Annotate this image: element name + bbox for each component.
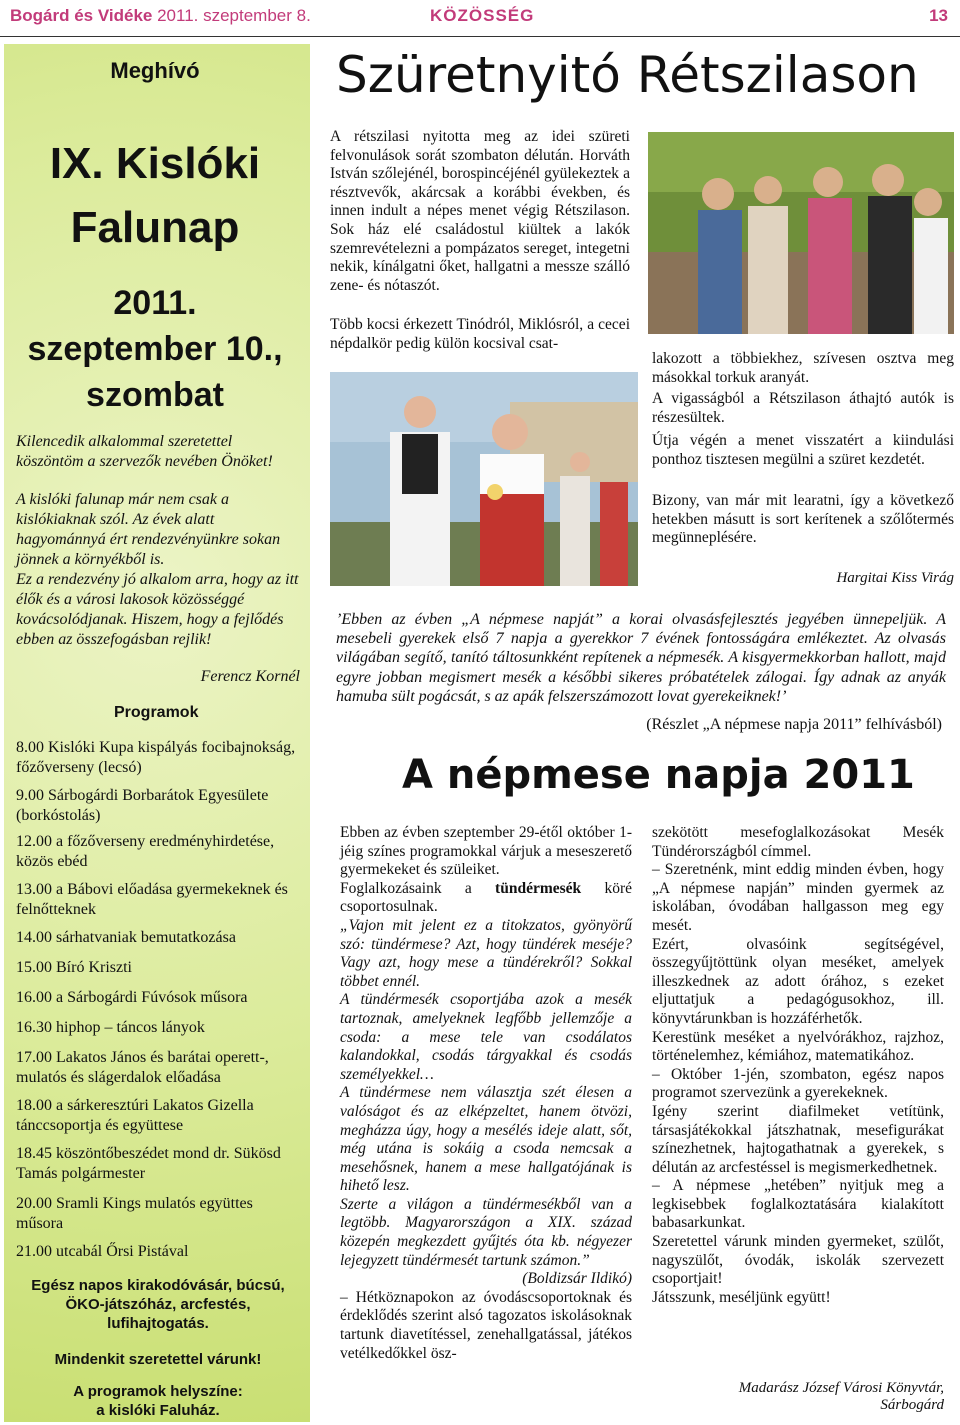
article2-c1-p7: – Hétköznapokon az óvodáscsoportoknak és érdeklődés szerint alsó tagozatos iskolásoknak tartunk diavetítéssel, zenehallgatással, játékos vetélkedőkkel ösz-: [340, 1288, 632, 1362]
event-date: [0, 280, 310, 418]
photo-families: [648, 132, 954, 334]
article1-column2-p2: A vigasságból a Rétszilason áthajtó autók is részesültek.: [652, 390, 954, 426]
article2-c2-p7: – A népmese „hetében” nyitjuk meg a legkisebbek foglalkoztatására kialakított babasarkunkat.: [652, 1177, 944, 1232]
invite-label: Meghívó: [110, 58, 200, 83]
article2-c2-p8: Szeretettel várunk minden gyermeket, szülőt, nagyszülőt, óvodák, iskolák szervezett csoportjait!: [652, 1233, 944, 1288]
article2-c2-p1: szekötött mesefoglalkozásokat Mesék Tündérországból címmel.: [652, 824, 944, 860]
article2-signature: [652, 1380, 944, 1414]
program-item: 8.00 Kislóki Kupa kispályás focibajnokság, főzőverseny (lecsó): [16, 739, 296, 776]
article2-c2-p6: Igény szerint diafilmeket vetítünk, társasjátékokkal játszhatnak, mesefigurákat színezhetnek, hajtogathatnak a gyerekek, s délután az arcfestéssel is megismerkedhetnek.: [652, 1102, 944, 1176]
photo-procession: [330, 372, 638, 586]
program-item: 14.00 sárhatvaniak bemutatkozása: [16, 929, 236, 946]
programs-title: Programok: [114, 704, 199, 721]
article2-c2-p3: Ezért, olvasóink segítségével, összegyűjtöttünk olyan meséket, amelyek illeszkednek az adott órához, s ezeket eljuttatjuk a pedagógusokhoz, ill. könyvtárunkban is hozzáférhetők.: [652, 935, 944, 1027]
article2-c1-signature: (Boldizsár Ildikó): [522, 1270, 632, 1288]
text-run: köré csoportosulnak.: [340, 879, 632, 916]
article1-author: Hargitai Kiss Virág: [836, 570, 954, 586]
venue-name: a kislóki Faluház.: [96, 1402, 220, 1419]
article2-column1: [340, 824, 632, 1363]
article2-column2: [652, 824, 944, 1307]
invite-paragraph-2: A kislóki falunap már nem csak a kislókiaknak szól. Az évek alatt hagyománnyá ért rendezvényünkre sokan jönnek a környékből is.: [16, 491, 281, 568]
masthead-title: Bogárd és Vidéke: [10, 6, 153, 25]
article2-c2-p4: Kerestünk meséket a nyelvórákhoz, rajzhoz, történelemhez, kémiához, matematikához.: [652, 1028, 944, 1065]
text-run: Foglalkozásaink a: [340, 879, 496, 897]
section-name: KÖZÖSSÉG: [430, 6, 535, 25]
program-item: 13.00 a Bábovi előadása gyermekeknek és felnőtteknek: [16, 881, 288, 918]
invite-paragraph-1: Kilencedik alkalommal szeretettel köszöntöm a szervezők nevében Önöket!: [16, 433, 273, 470]
event-date-line2: szeptember 10.,: [27, 330, 283, 368]
masthead: [10, 6, 311, 26]
event-date-line1: 2011.: [113, 284, 197, 322]
article2-c2-p2: – Szeretnénk, mint eddig minden évben, hogy „A népmese napján” minden gyermek az iskolában, óvodában hallgasson meg egy mesét.: [652, 861, 944, 934]
invite-author: Ferencz Kornél: [200, 668, 300, 685]
article2-c2-p5: – Október 1-jén, szombaton, egész napos programot szervezünk a gyerekeknek.: [652, 1065, 944, 1102]
article1-title: Szüretnyitó Rétszilason: [336, 46, 919, 104]
article1-column1-cont: Több kocsi érkezett Tinódról, Miklósról, a cecei népdalkör pedig külön kocsival csat-: [330, 316, 630, 352]
event-title: [0, 132, 310, 260]
article2-quote: ’Ebben az évben „A népmese napját” a korai olvasásfejlesztés jegyében ünnepeljük. A mesebeli gyerekek első 7 napja a gyerekkor 7 évének fontosságára emlékeztet. Az olvasás világában segítő, tanító táltosunkként repítenek a népmesék. A kisgyermekkorban hallott, majd egyre jobban megismert mesék a későbbi sikeres próbatételek zálogai. Így adnak az anyák hamuba sült pogácsát, s az apák felszerszámozott lovat gyerekeiknek!’: [336, 611, 946, 705]
invite-footer-2: Mindenkit szeretettel várunk!: [54, 1351, 262, 1368]
article2-c1-p1: Ebben az évben szeptember 29-étől október 1-jéig színes programokkal várjuk a meseszerető gyermekeket és szüleiket.: [340, 824, 632, 879]
page-number: 13: [929, 6, 948, 25]
article2-c1-p2: [340, 880, 632, 917]
article2-c2-p9: Játsszunk, meséljünk együtt!: [652, 1288, 831, 1306]
page-header: [0, 0, 960, 37]
invite-footer-1: Egész napos kirakodóvásár, búcsú, ÖKO-játszóház, arcfestés, lufihajtogatás.: [31, 1277, 285, 1332]
program-item: 17.00 Lakatos János és barátai operett-, mulatós és slágerdalok előadása: [16, 1049, 269, 1086]
article1-column2-p1: lakozott a többiekhez, szívesen osztva meg másokkal torkuk aranyát.: [652, 350, 954, 386]
venue-label: A programok helyszíne:: [73, 1383, 243, 1400]
program-item: 12.00 a főzőverseny eredményhirdetése, közös ebéd: [16, 833, 275, 870]
program-item: 16.30 hiphop – táncos lányok: [16, 1019, 205, 1036]
article1-column2-p4: Bizony, van már mit learatni, így a következő hetekben másutt is sort kerítenek a szőlőtermés megünneplésére.: [652, 492, 954, 547]
program-item: 9.00 Sárbogárdi Borbarátok Egyesülete (borkóstolás): [16, 787, 269, 824]
invite-paragraph-3: Ez a rendezvény jó alkalom arra, hogy az itt élők és a városi lakosok közösséggé kovácsolódjanak. Hiszem, hogy a fejlődés ebben az összefogásban rejlik!: [16, 571, 299, 648]
article2-c1-p3: „Vajon mit jelent ez a titokzatos, gyönyörű szó: tündérmese? Azt, hogy tündérek meséje? Vagy azt, hogy mese a tündérekről? Sokkal többet ennél.: [340, 916, 632, 990]
program-item: 21.00 utcabál Őrsi Pistával: [16, 1243, 189, 1260]
event-title-line2: Falunap: [70, 203, 240, 252]
article2-quote-source: (Részlet „A népmese napja 2011” felhívásból): [646, 716, 942, 733]
program-item: 20.00 Sramli Kings mulatós együttes műsora: [16, 1195, 253, 1232]
event-title-line1: IX. Kislóki: [49, 139, 261, 188]
signature-line1: Madarász József Városi Könyvtár,: [738, 1380, 944, 1396]
article1-column1: A rétszilasi nyitotta meg az idei szüreti felvonulások sorát szombaton délután. Horváth István szőlejénél, borospincéjénél gyülekeztek a résztvevők, akárcsak a korábbi években, és innen indult a népes menet végig Rétszilason. Sok ház elé családostul kiültek a lakók szemrevételezni a pompázatos sereget, integetni nekik, kínálgatni őket, hallgatni a messze szálló zene- és nótaszót.: [330, 128, 630, 294]
program-item: 18.45 köszöntőbeszédet mond dr. Sükösd Tamás polgármester: [16, 1145, 281, 1182]
article2-title: A népmese napja 2011: [402, 752, 915, 798]
signature-line2: Sárbogárd: [880, 1397, 944, 1413]
highlight-term: tündérmesék: [495, 879, 582, 897]
program-item: 16.00 a Sárbogárdi Fúvósok műsora: [16, 989, 248, 1006]
article2-c1-p6: Szerte a világon a tündérmesékből van a legtöbb. Magyarországon a XIX. század közepén megkezdett gyűjtés óta kb. négyezer lejegyzett tündérmesét tartunk számon.”: [340, 1195, 632, 1269]
article2-c1-p4: A tündérmesék csoportjába azok a mesék tartoznak, amelyeknek legfőbb jellemzője a csoda: a mese tele van csodálatos kalandokkal, csodás tárgyakkal és csodás személyekkel…: [340, 991, 632, 1083]
article1-column2-p3: Útja végén a menet visszatért a kiindulási ponthoz tisztesen megülni a szüret kezdetét.: [652, 432, 954, 468]
issue-date: 2011. szeptember 8.: [157, 6, 311, 25]
program-item: 15.00 Bíró Kriszti: [16, 959, 132, 976]
event-date-line3: szombat: [86, 376, 224, 414]
article2-c1-p5: A tündérmese nem választja szét élesen a valóságot és az elképzeltet, hanem ötvözi, megházza úgy, hogy a mesélés ideje alatt, sőt, még utána is sokáig a csoda nemcsak a mesehősnek, hanem a mese hallgatójának is hihető lesz.: [340, 1084, 632, 1195]
program-item: 18.00 a sárkeresztúri Lakatos Gizella tánccsoportja és együttese: [16, 1097, 254, 1134]
